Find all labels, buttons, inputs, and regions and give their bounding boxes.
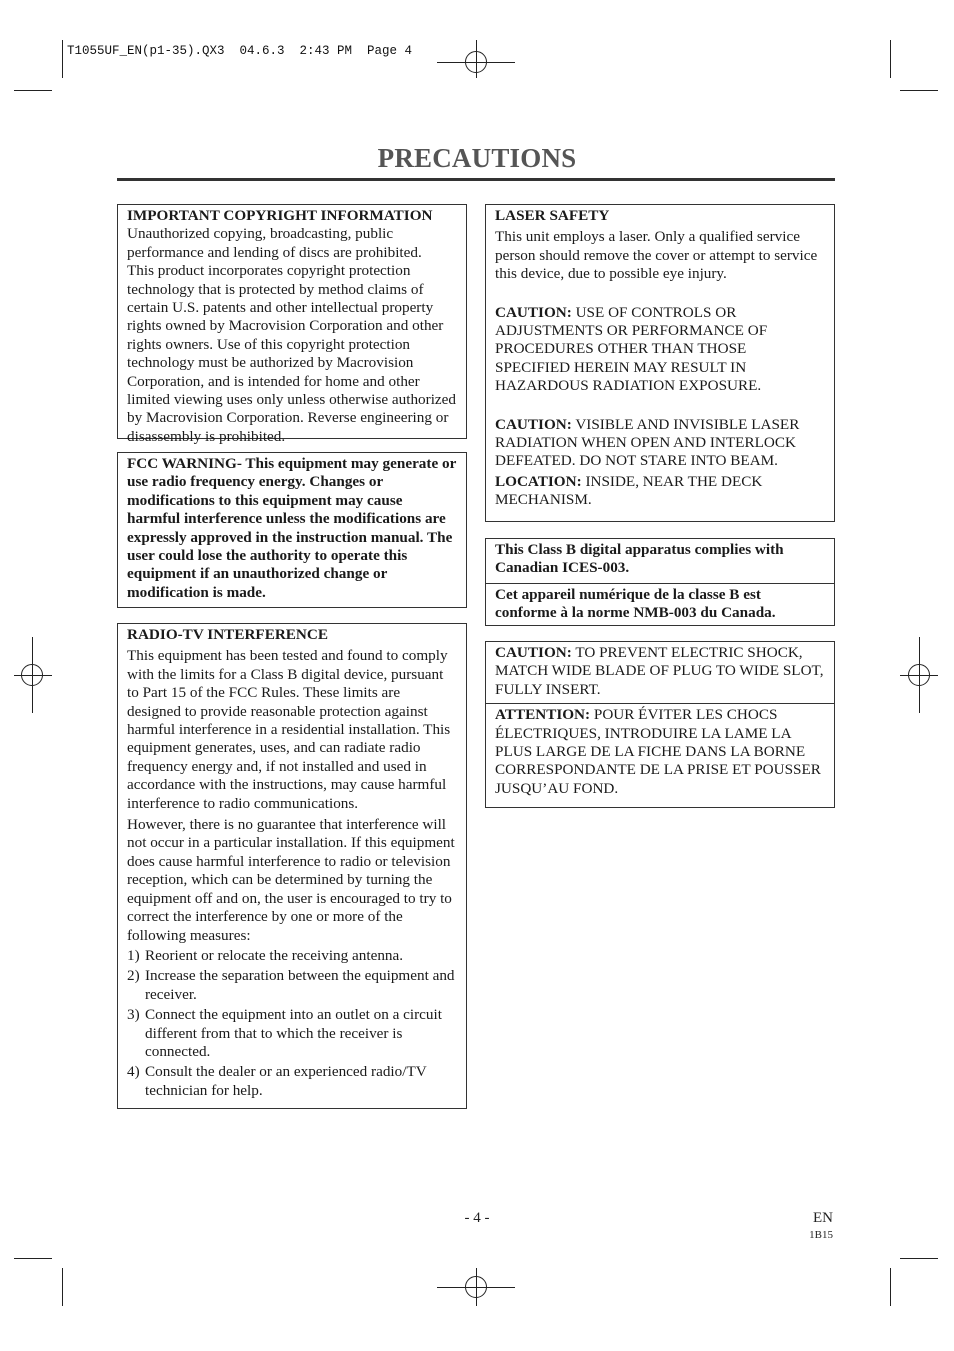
- shock-attention-french: ATTENTION: POUR ÉVITER LES CHOCS ÉLECTRIQUES, INTRODUIRE LA LAME LA PLUS LARGE DE LA FICHE DANS LA BORNE CORRESPONDANTE DE LA PRISE ET POUSSER JUSQU’AU FOND.: [495, 706, 821, 797]
- radio-tv-paragraph-1: This equipment has been tested and found to comply with the limits for a Class B digital device, pursuant to Part 15 of the FCC Rules. These limits are designed to provide reasonable protection against harmful interference in a residential installation. This equipment generates, uses, and can radiate radio frequency energy and, if not installed and used in accordance with the instructions, may cause harmful interference to radio communications.: [127, 647, 451, 812]
- crop-mark: [14, 1258, 52, 1259]
- interference-measures-list: [127, 947, 457, 1100]
- laser-caution-1: CAUTION: USE OF CONTROLS OR ADJUSTMENTS OR PERFORMANCE OF PROCEDURES OTHER THAN THOSE SPECIFIED HEREIN MAY RESULT IN HAZARDOUS RADIATION EXPOSURE.: [495, 303, 768, 395]
- fcc-warning-text: FCC WARNING- This equipment may generate or use radio frequency energy. Changes or modifications to this equipment may cause harmful interference unless the modifications are expressly approved in the instruction manual. The user could lose the authority to operate this equipment if an unauthorized change or modification is made.: [127, 455, 457, 601]
- list-item: 4) Consult the dealer or an experienced radio/TV technician for help.: [127, 1063, 427, 1099]
- document-code: 1B15: [809, 1229, 833, 1241]
- laser-safety-box: [485, 204, 835, 522]
- page-title: PRECAUTIONS: [377, 143, 577, 173]
- page-number: - 4 -: [464, 1210, 490, 1226]
- language-label: EN: [813, 1210, 833, 1226]
- laser-safety-intro: This unit employs a laser. Only a qualified service person should remove the cover or attempt to service this device, due to possible eye injury.: [495, 228, 818, 283]
- copyright-info-box: [117, 204, 467, 445]
- radio-tv-heading: RADIO-TV INTERFERENCE: [127, 626, 328, 643]
- print-file-header: T1055UF_EN(p1-35).QX3 04.6.3 2:43 PM Page 4: [67, 44, 413, 58]
- crop-mark: [900, 1258, 938, 1259]
- radio-tv-interference-box: [117, 623, 467, 1109]
- electric-shock-caution-box: [485, 641, 835, 808]
- canada-compliance-french: Cet appareil numérique de la classe B est conforme à la norme NMB-003 du Canada.: [495, 585, 776, 622]
- crop-mark: [890, 1268, 891, 1306]
- radio-tv-paragraph-2: However, there is no guarantee that interference will not occur in a particular installation. If this equipment does cause harmful interference to radio or television reception, which can be determined by turning the equipment off and on, the user is encouraged to try to correct the interference by one or more of the following measures:: [127, 816, 455, 944]
- crop-mark: [62, 40, 63, 78]
- fcc-warning-box: [117, 452, 467, 608]
- crop-mark: [62, 1268, 63, 1306]
- copyright-heading: IMPORTANT COPYRIGHT INFORMATION: [127, 207, 433, 224]
- list-item: 1) Reorient or relocate the receiving antenna.: [127, 946, 404, 964]
- shock-caution-english: CAUTION: TO PREVENT ELECTRIC SHOCK, MATCH WIDE BLADE OF PLUG TO WIDE SLOT, FULLY INSERT.: [495, 644, 824, 698]
- list-item: 3) Connect the equipment into an outlet on a circuit different from that to which the receiver is connected.: [127, 1006, 442, 1060]
- crop-mark: [890, 40, 891, 78]
- canada-compliance-box: [485, 538, 835, 626]
- copyright-paragraph-1: Unauthorized copying, broadcasting, public performance and lending of discs are prohibited.: [127, 225, 422, 261]
- laser-location: LOCATION: INSIDE, NEAR THE DECK MECHANISM.: [495, 472, 763, 509]
- laser-caution-2: CAUTION: VISIBLE AND INVISIBLE LASER RADIATION WHEN OPEN AND INTERLOCK DEFEATED. DO NOT STARE INTO BEAM.: [495, 415, 800, 470]
- crop-mark: [14, 90, 52, 91]
- canada-compliance-english: This Class B digital apparatus complies with Canadian ICES-003.: [495, 541, 784, 577]
- laser-safety-heading: LASER SAFETY: [495, 207, 610, 224]
- crop-mark: [900, 90, 938, 91]
- title-rule: [117, 178, 835, 181]
- copyright-paragraph-2: This product incorporates copyright protection technology that is protected by method claims of certain U.S. patents and other intellectual property rights owned by Macrovision Corporation and other rights owners. Use of this copyright protection technology must be authorized by Macrovision Corporation, and is intended for home and other limited viewing uses only unless otherwise authorized by Macrovision Corporation. Reverse engineering or disassembly is prohibited.: [127, 262, 457, 445]
- list-item: 2) Increase the separation between the equipment and receiver.: [127, 967, 455, 1003]
